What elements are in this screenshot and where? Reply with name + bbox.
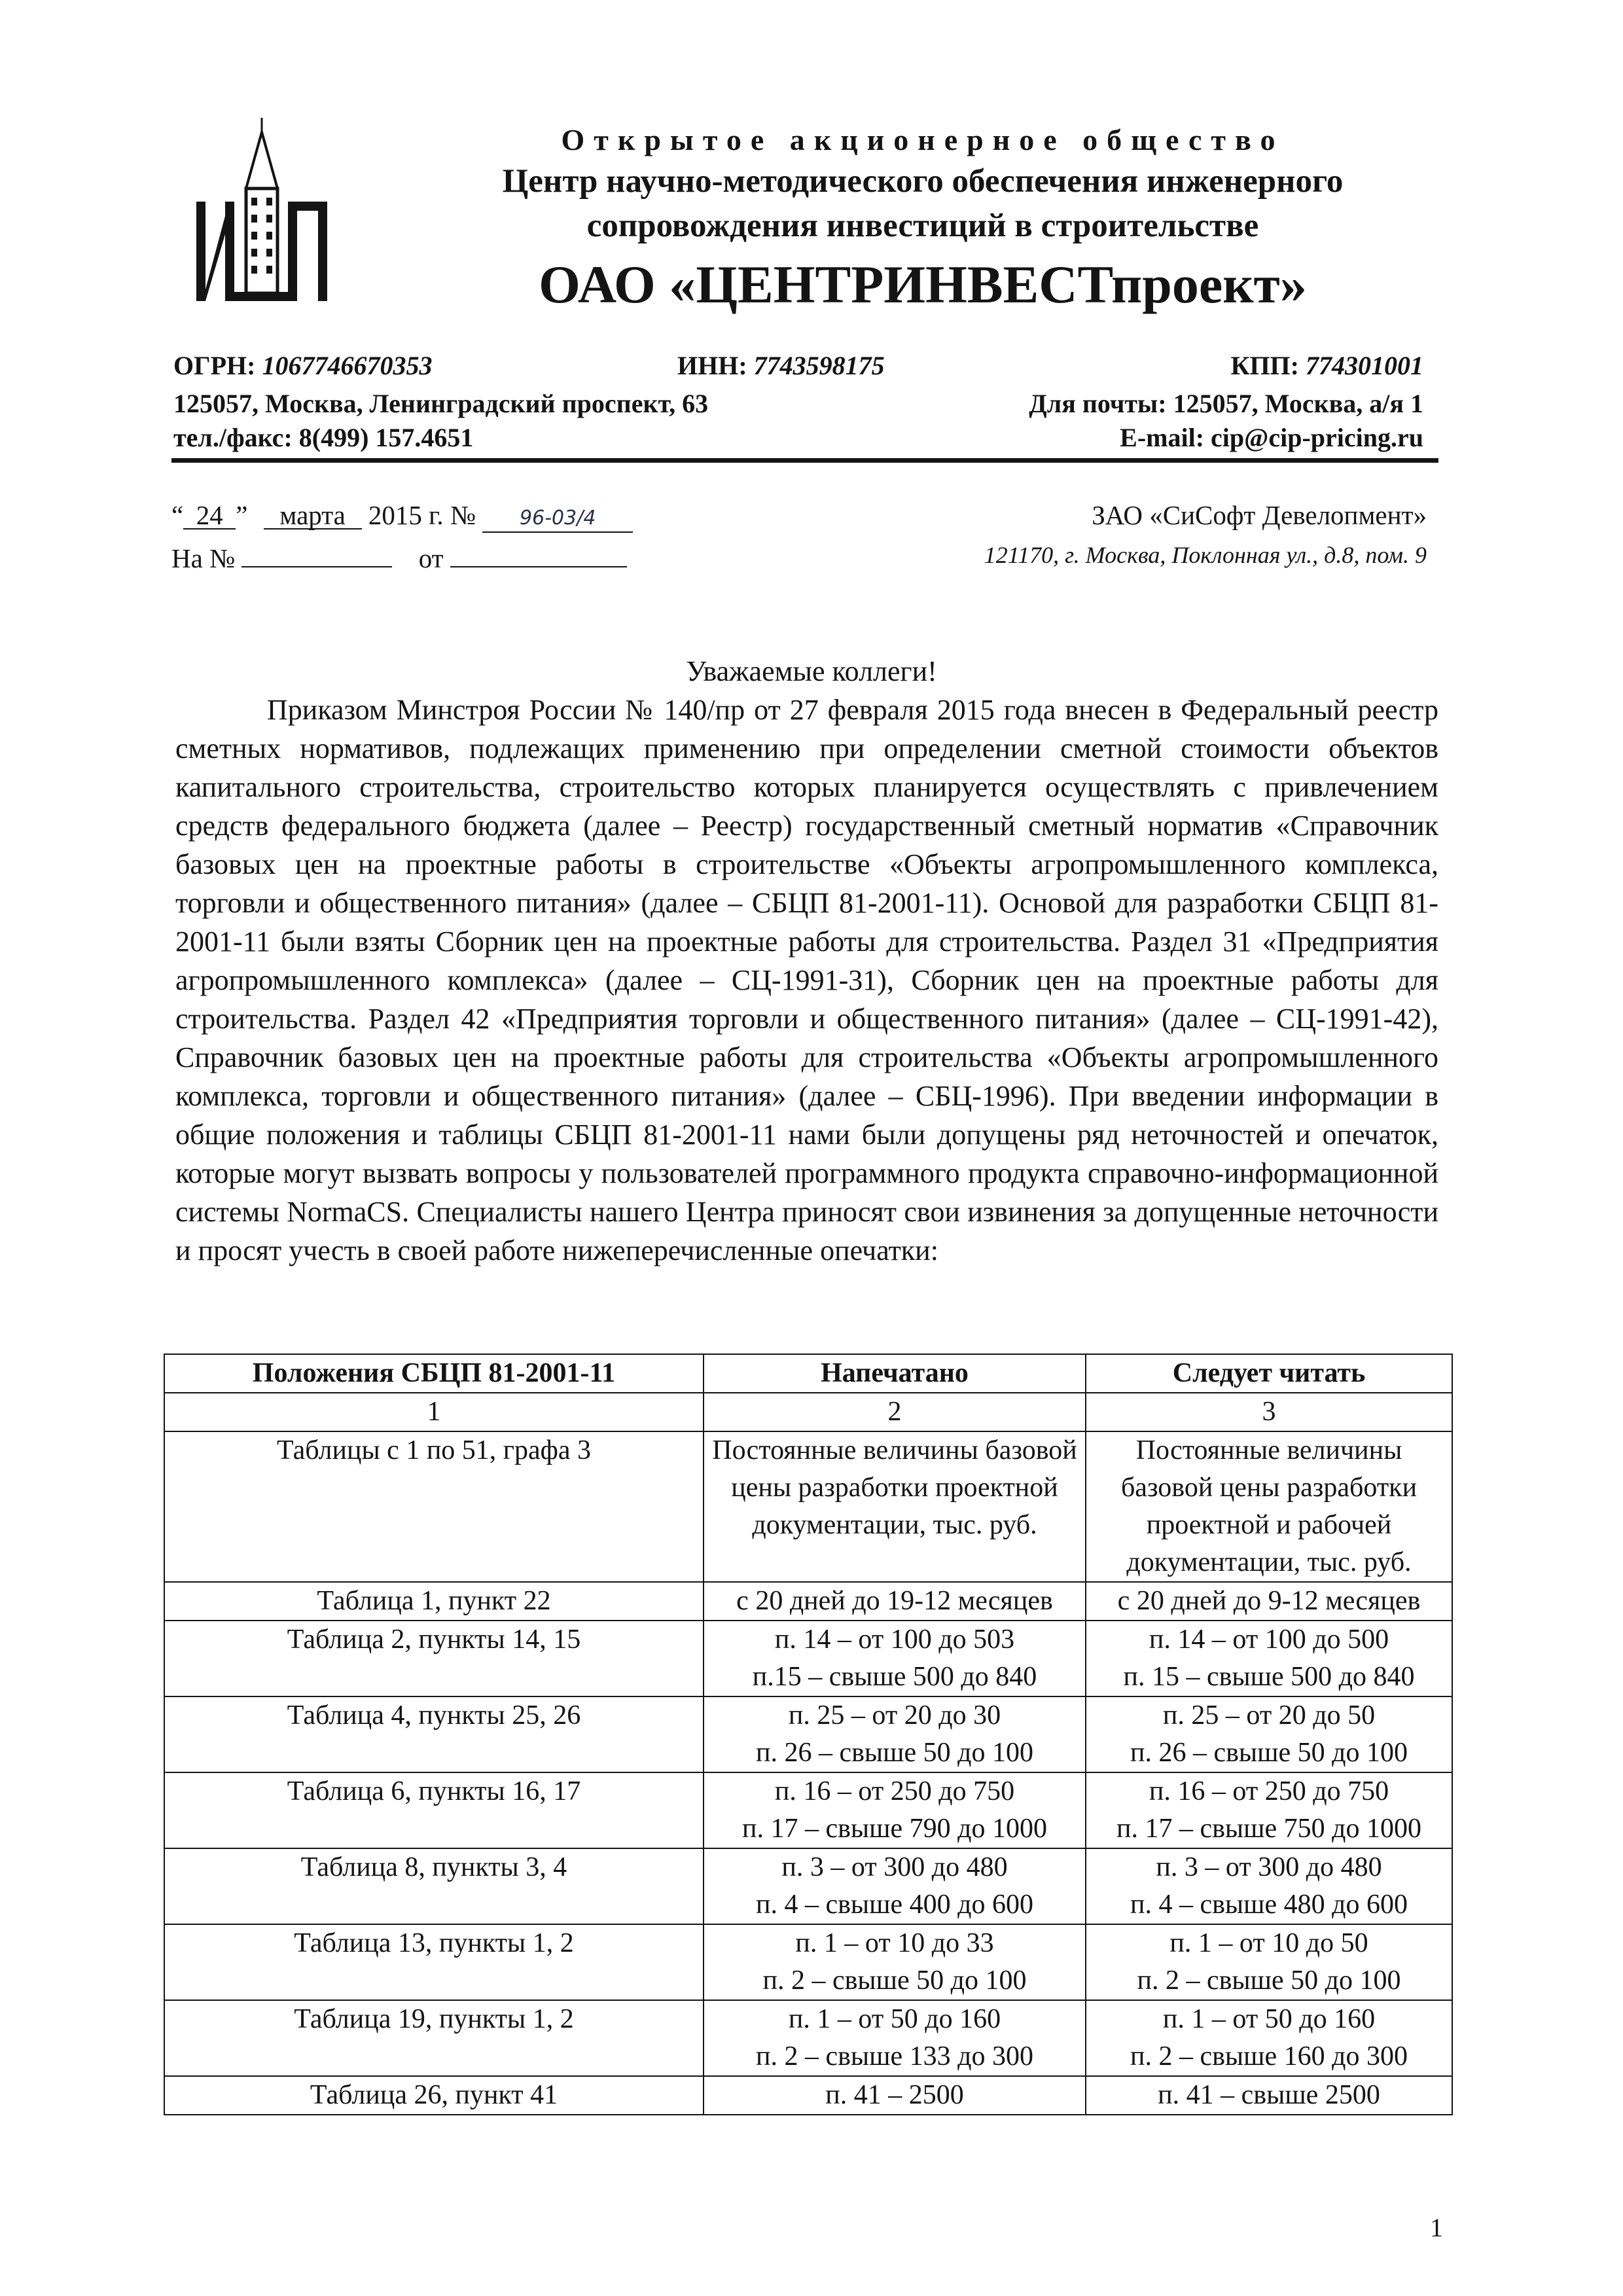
letter-reference [171, 540, 627, 574]
cell-should-read: п. 25 – от 20 до 50 п. 26 – свыше 50 до 100 [1086, 1696, 1452, 1772]
inn-value: 7743598175 [753, 351, 885, 380]
cell-provision: Таблица 8, пункты 3, 4 [164, 1848, 704, 1924]
letter-day: 24 [183, 502, 236, 529]
ref-from: от [418, 543, 444, 573]
cell-provision: Таблица 19, пункты 1, 2 [164, 2000, 704, 2076]
table-row [164, 1924, 1452, 2000]
building-tower-logo [190, 118, 334, 308]
cell-should-read: п. 14 – от 100 до 500 п. 15 – свыше 500 до 840 [1086, 1621, 1452, 1696]
kpp [1230, 350, 1423, 381]
column-number: 2 [704, 1393, 1086, 1431]
cell-provision: Таблица 4, пункты 25, 26 [164, 1696, 704, 1772]
table-number-row [164, 1393, 1452, 1431]
cell-printed: п. 41 – 2500 [704, 2076, 1086, 2115]
ref-date-blank [450, 540, 627, 567]
cell-provision: Таблицы с 1 по 51, графа 3 [164, 1431, 704, 1582]
org-name-line1: Центр научно-методического обеспечения инженерного [502, 163, 1344, 200]
ref-number-blank [241, 540, 392, 567]
cell-should-read: с 20 дней до 9-12 месяцев [1086, 1582, 1452, 1621]
cell-provision: Таблица 6, пункты 16, 17 [164, 1772, 704, 1848]
cell-should-read: п. 1 – от 50 до 160 п. 2 – свыше 160 до 300 [1086, 2000, 1452, 2076]
errata-table [164, 1354, 1453, 2115]
table-row [164, 2000, 1452, 2076]
email: E-mail: cip@cip-pricing.ru [1120, 423, 1423, 452]
org-type: Открытое акционерное общество [561, 123, 1285, 156]
header-should-read: Следует читать [1086, 1354, 1452, 1393]
cell-printed: Постоянные величины базовой цены разработки проектной документации, тыс. руб. [704, 1431, 1086, 1582]
letter-number: 96-03/4 [482, 505, 633, 533]
ref-label: На № [171, 543, 236, 573]
salutation: Уважаемые коллеги! [686, 655, 937, 687]
table-row [164, 1431, 1452, 1582]
organization-header [380, 121, 1466, 317]
table-row [164, 2076, 1452, 2115]
table-row [164, 1696, 1452, 1772]
inn-label: ИНН: [677, 351, 747, 380]
column-number: 3 [1086, 1393, 1452, 1431]
letter-body [175, 691, 1438, 1270]
cell-should-read: п. 1 – от 10 до 50 п. 2 – свыше 50 до 100 [1086, 1924, 1452, 2000]
cell-provision: Таблица 13, пункты 1, 2 [164, 1924, 704, 2000]
cell-printed: с 20 дней до 19-12 месяцев [704, 1582, 1086, 1621]
cell-should-read: Постоянные величины базовой цены разработки проектной и рабочей документации, тыс. руб. [1086, 1431, 1452, 1582]
cell-printed: п. 3 – от 300 до 480 п. 4 – свыше 400 до 600 [704, 1848, 1086, 1924]
cell-printed: п. 16 – от 250 до 750 п. 17 – свыше 790 до 1000 [704, 1772, 1086, 1848]
cell-provision: Таблица 2, пункты 14, 15 [164, 1621, 704, 1696]
org-short-name: ОАО «ЦЕНТРИНВЕСТпроект» [539, 255, 1307, 314]
ogrn-label: ОГРН: [173, 351, 256, 380]
cell-provision: Таблица 1, пункт 22 [164, 1582, 704, 1621]
cell-printed: п. 25 – от 20 до 30 п. 26 – свыше 50 до 100 [704, 1696, 1086, 1772]
table-row [164, 1848, 1452, 1924]
header-provisions: Положения СБЦП 81-2001-11 [164, 1354, 704, 1393]
table-row [164, 1621, 1452, 1696]
kpp-value: 774301001 [1306, 351, 1423, 380]
recipient-address: 121170, г. Москва, Поклонная ул., д.8, пом. 9 [984, 542, 1427, 568]
header-rule [171, 458, 1438, 463]
body-paragraph: Приказом Минстроя России № 140/пр от 27 февраля 2015 года внесен в Федеральный реестр сметных нормативов, подлежащих применению при определении сметной стоимости объектов капитального строительства, строительство которых планируется осуществлять с привлечением средств федерального бюджета (далее – Реестр) государственный сметный норматив «Справочник базовых цен на проектные работы в строительстве «Объекты агропромышленного комплекса, торговли и общественного питания» (далее – СБЦП 81-2001-11). Основой для разработки СБЦП 81-2001-11 были взяты Сборник цен на проектные работы для строительства. Раздел 31 «Предприятия агропромышленного комплекса» (далее – СЦ-1991-31), Сборник цен на проектные работы для строительства. Раздел 42 «Предприятия торговли и общественного питания» (далее – СЦ-1991-42), Справочник базовых цен на проектные работы для строительства «Объекты агропромышленного комплекса, торговли и общественного питания» (далее – СБЦ-1996). При введении информации в общие положения и таблицы СБЦП 81-2001-11 нами были допущены ряд неточностей и опечаток, которые могут вызвать вопросы у пользователей программного продукта справочно-информационной системы NormaCS. Специалисты нашего Центра приносят свои извинения за допущенные неточности и просят учесть в своей работе нижеперечисленные опечатки: [175, 694, 1438, 1266]
kpp-label: КПП: [1230, 351, 1299, 380]
cell-printed: п. 1 – от 10 до 33 п. 2 – свыше 50 до 100 [704, 1924, 1086, 2000]
cell-should-read: п. 3 – от 300 до 480 п. 4 – свыше 480 до 600 [1086, 1848, 1452, 1924]
cell-should-read: п. 41 – свыше 2500 [1086, 2076, 1452, 2115]
inn [677, 350, 885, 381]
cell-should-read: п. 16 – от 250 до 750 п. 17 – свыше 750 до 1000 [1086, 1772, 1452, 1848]
ogrn-value: 1067746670353 [262, 351, 433, 380]
postal-address: Для почты: 125057, Москва, а/я 1 [1029, 389, 1423, 418]
table-row [164, 1582, 1452, 1621]
cell-provision: Таблица 26, пункт 41 [164, 2076, 704, 2115]
table-body [164, 1431, 1452, 2115]
table-header-row [164, 1354, 1452, 1393]
cell-printed: п. 1 – от 50 до 160 п. 2 – свыше 133 до 300 [704, 2000, 1086, 2076]
org-name-line2: сопровождения инвестиций в строительстве [586, 207, 1259, 244]
table-row [164, 1772, 1452, 1848]
ogrn [173, 350, 432, 381]
cell-printed: п. 14 – от 100 до 503 п.15 – свыше 500 до 840 [704, 1621, 1086, 1696]
recipient-name: ЗАО «СиСофт Девелопмент» [1092, 500, 1427, 530]
header-printed: Напечатано [704, 1354, 1086, 1393]
column-number: 1 [164, 1393, 704, 1431]
letter-year: 2015 г. [368, 500, 444, 530]
phone: тел./факс: 8(499) 157.4651 [173, 423, 474, 452]
letter-number-label: № [450, 500, 476, 530]
address: 125057, Москва, Ленинградский проспект, 63 [173, 389, 709, 418]
page-number: 1 [1430, 2213, 1443, 2242]
letter-month: марта [264, 502, 362, 529]
letter-date: “ 24 ” марта 2015 г. № 96-03/4 [171, 499, 633, 533]
